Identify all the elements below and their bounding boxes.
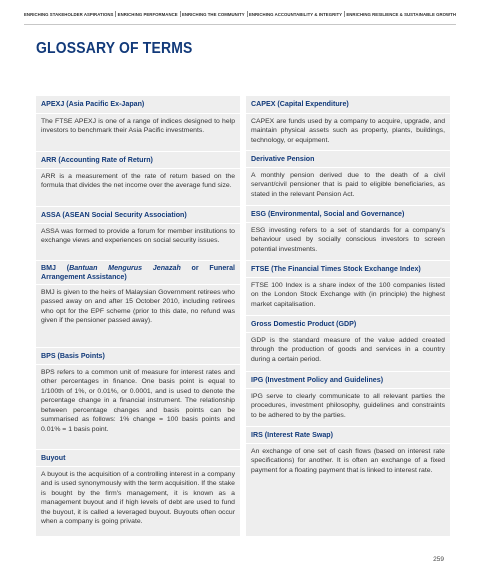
glossary-term: IPG (Investment Policy and Guidelines): [246, 371, 450, 388]
nav-separator: [180, 11, 181, 17]
glossary-definition: An exchange of one set of cash flows (based on interest rate specifications) for another. It is often an exchange of a fixed payment for a floating payment that is linked to interest rate.: [246, 443, 450, 555]
top-navigation: [24, 6, 456, 22]
glossary-definition: ARR is a measurement of the rate of return based on the formula that divides the net income over the average fund size.: [36, 168, 240, 206]
glossary-term: Buyout: [36, 449, 240, 466]
glossary-term: FTSE (The Financial Times Stock Exchange Index): [246, 260, 450, 277]
nav-item-resilience-growth[interactable]: ENRICHING RESILIENCE & SUSTAINABLE GROWTH: [346, 11, 456, 17]
glossary-definition: GDP is the standard measure of the value added created through the production of goods and services in a country during a certain period.: [246, 332, 450, 371]
glossary-term: IRS (Interest Rate Swap): [246, 426, 450, 443]
glossary-term: ARR (Accounting Rate of Return): [36, 151, 240, 168]
glossary-term: Gross Domestic Product (GDP): [246, 315, 450, 332]
glossary-definition: BMJ is given to the heirs of Malaysian Government retirees who passed away on and after 15 October 2010, including retirees who opt for the EPF scheme (prior to this date, no refund was given if the pensioner passed away).: [36, 284, 240, 347]
glossary-term: CAPEX (Capital Expenditure): [251, 100, 349, 109]
glossary-definition: BPS refers to a common unit of measure for interest rates and other percentages in finance. One basis point is equal to 1/100th of 1%, or 0.01%, or 0.0001, and is used to denote the percentage change in a financial instrument. The relationship between percentage changes and basis points can be summarised as follows: 1% change = 100 basis points and 0.01% = 1 basis point.: [36, 364, 240, 449]
glossary-definition: A monthly pension derived due to the death of a civil servant/civil pensioner that is paid to eligible beneficiaries, as stated in the relevant Pension Act.: [246, 167, 450, 205]
term-text: or Funeral Arrangement Assistance): [41, 264, 235, 281]
page-number: 259: [433, 556, 444, 563]
glossary-term: ASSA (ASEAN Social Security Association): [36, 206, 240, 223]
glossary-definition: ESG investing refers to a set of standards for a company's behaviour used by socially conscious investors to screen potential investments.: [246, 222, 450, 260]
glossary-definition: IPG serve to clearly communicate to all relevant parties the procedures, investment philosophy, guidelines and constraints to be adhered to by the parties.: [246, 388, 450, 426]
glossary-term: [36, 260, 240, 284]
nav-item-community[interactable]: ENRICHING THE COMMUNITY: [181, 11, 245, 17]
glossary-term: BPS (Basis Points): [36, 347, 240, 364]
glossary-term: ESG (Environmental, Social and Governance): [246, 205, 450, 222]
nav-item-accountability-integrity[interactable]: ENRICHING ACCOUNTABILITY & INTEGRITY: [248, 11, 343, 17]
term-italic-text: Bantuan Mengurus Jenazah: [69, 264, 181, 272]
glossary-term: APEXJ (Asia Pacific Ex-Japan): [41, 100, 145, 109]
glossary-term: Derivative Pension: [246, 150, 450, 167]
nav-item-stakeholder-aspirations[interactable]: ENRICHING STAKEHOLDER ASPIRATIONS: [24, 11, 114, 17]
glossary-definition: ASSA was formed to provide a forum for member institutions to exchange views and experiences on social security issues.: [36, 223, 240, 260]
glossary-column-right: [246, 96, 450, 536]
nav-separator: [344, 11, 345, 17]
nav-separator: [247, 11, 248, 17]
glossary-definition: CAPEX are funds used by a company to acquire, upgrade, and maintain physical assets such as property, plants, buildings, technology, or equipment.: [246, 113, 450, 150]
glossary-column-left: [36, 96, 240, 536]
header-divider: [24, 24, 456, 25]
nav-item-performance[interactable]: ENRICHING PERFORMANCE: [117, 11, 178, 17]
glossary-definition: The FTSE APEXJ is one of a range of indices designed to help investors to benchmark their Asia Pacific investments.: [36, 113, 240, 151]
glossary-definition: A buyout is the acquisition of a controlling interest in a company and is used synonymously with the term acquisition. If the stake is bought by the firm's management, it is known as a management buyout and if high levels of debt are used to fund the buyout, it is called a leveraged buyout. Buyouts often occur when a company is going private.: [36, 466, 240, 549]
nav-separator: [115, 11, 116, 17]
term-text: BMJ (: [41, 264, 70, 272]
glossary-definition: FTSE 100 Index is a share index of the 100 companies listed on the London Stock Exchange with (in principle) the highest market capitalisation.: [246, 277, 450, 315]
page-title: GLOSSARY OF TERMS: [36, 40, 193, 57]
